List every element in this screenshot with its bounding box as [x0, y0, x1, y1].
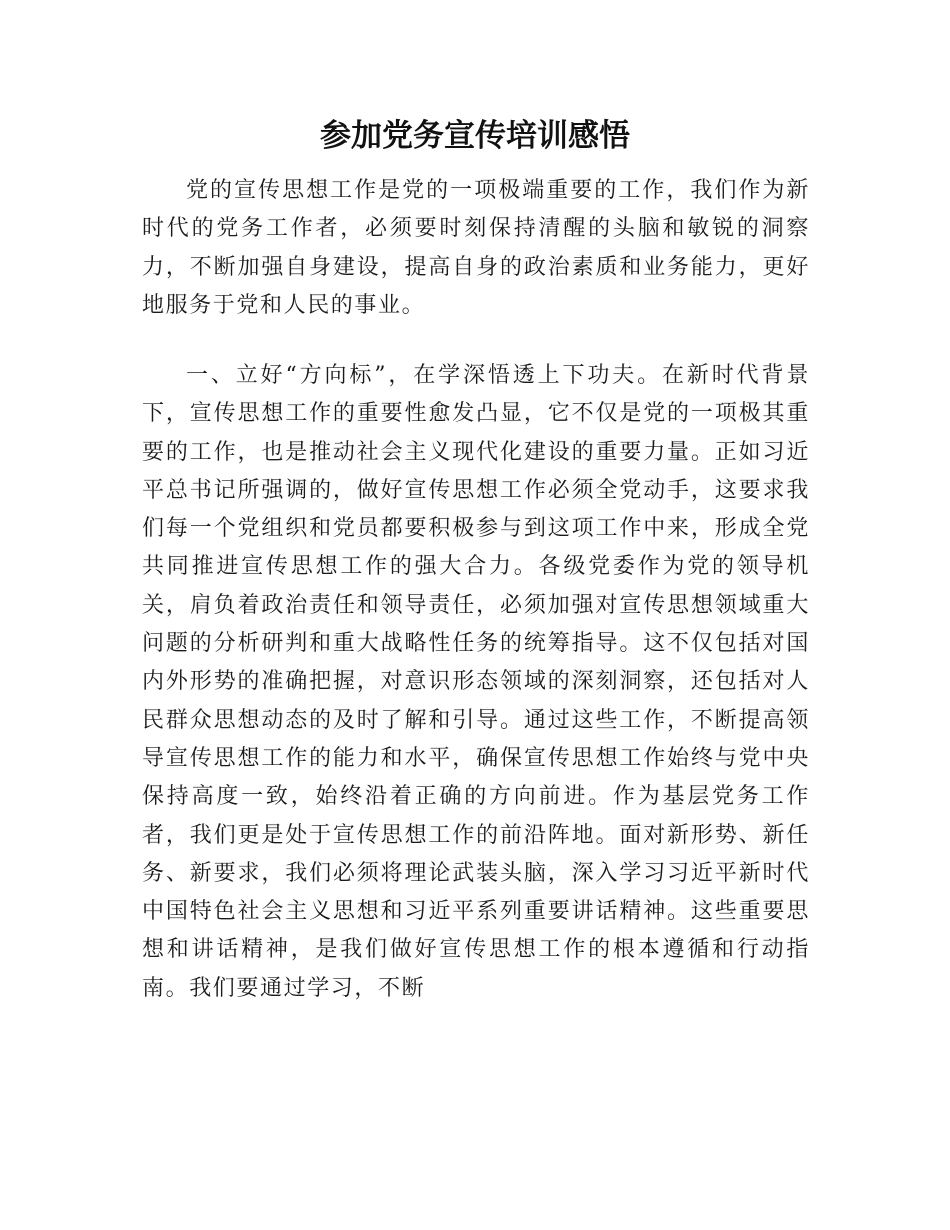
- paragraph-text: 党的宣传思想工作是党的一项极端重要的工作，我们作为新时代的党务工作者，必须要时刻保持清醒的头脑和敏锐的洞察力，不断加强自身建设，提高自身的政治素质和业务能力，更好地服务于党和人民的事业。: [142, 178, 810, 318]
- document-title: 参加党务宣传培训感悟: [320, 118, 630, 154]
- paragraph-text: 一、立好“方向标”，在学深悟透上下功夫。在新时代背景下，宣传思想工作的重要性愈发凸显，它不仅是党的一项极其重要的工作，也是推动社会主义现代化建设的重要力量。正如习近平总书记所强调的，做好宣传思想工作必须全党动手，这要求我们每一个党组织和党员都要积极参与到这项工作中来，形成全党共同推进宣传思想工作的强大合力。各级党委作为党的领导机关，肩负着政治责任和领导责任，必须加强对宣传思想领域重大问题的分析研判和重大战略性任务的统筹指导。这不仅包括对国内外形势的准确把握，对意识形态领域的深刻洞察，还包括对人民群众思想动态的及时了解和引导。通过这些工作，不断提高领导宣传思想工作的能力和水平，确保宣传思想工作始终与党中央保持高度一致，始终沿着正确的方向前进。作为基层党务工作者，我们更是处于宣传思想工作的前沿阵地。面对新形势、新任务、新要求，我们必须将理论武装头脑，深入学习习近平新时代中国特色社会主义思想和习近平系列重要讲话精神。这些重要思想和讲话精神，是我们做好宣传思想工作的根本遵循和行动指南。我们要通过学习，不断: [142, 363, 810, 1001]
- paragraph-section-one: [142, 357, 810, 1008]
- paragraph-intro: [142, 172, 810, 325]
